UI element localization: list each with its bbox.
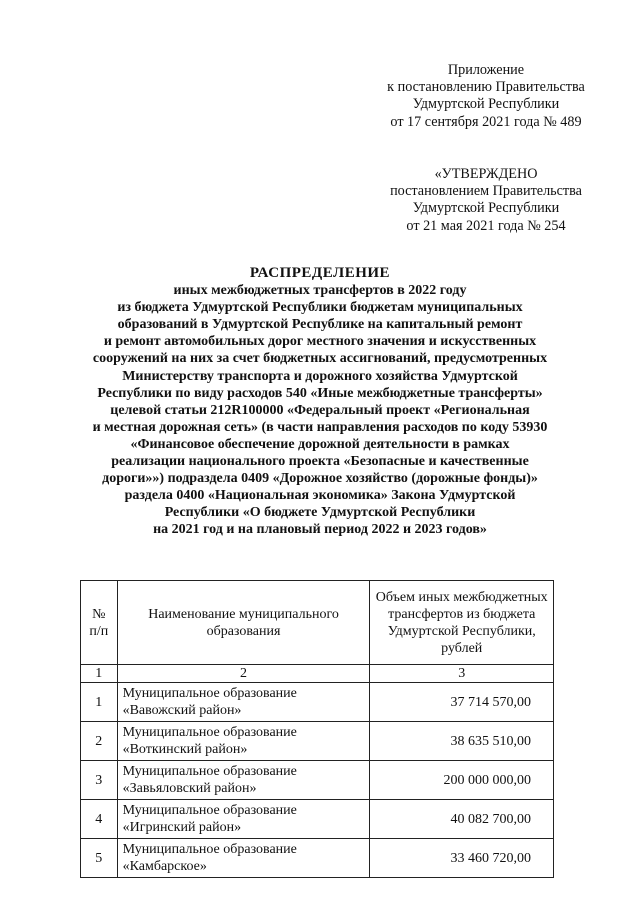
header-amount-line: трансфертов из бюджета xyxy=(388,606,536,622)
title-line: и ремонт автомобильных дорог местного значения и искусственных xyxy=(103,334,537,350)
title-line: образований в Удмуртской Республике на капитальный ремонт xyxy=(117,317,523,333)
header-num-line: № xyxy=(92,606,106,622)
row-name-line: Муниципальное образование xyxy=(122,686,297,701)
column-number-row xyxy=(81,665,554,683)
row-num: 4 xyxy=(81,800,118,839)
title-line: и местная дорожная сеть» (в части направления расходов по коду 53930 xyxy=(92,419,548,435)
appendix-line: к постановлению Правительства xyxy=(387,79,585,96)
header-name xyxy=(117,581,370,665)
row-amount: 40 082 700,00 xyxy=(370,800,554,839)
approved-block xyxy=(376,166,596,235)
title-line: Республики «О бюджете Удмуртской Республики xyxy=(164,505,476,521)
header-num-line: п/п xyxy=(89,623,109,639)
approved-line: «УТВЕРЖДЕНО xyxy=(434,166,538,182)
appendix-block xyxy=(380,62,592,131)
row-amount: 33 460 720,00 xyxy=(370,839,554,878)
title-line: «Финансовое обеспечение дорожной деятельности в рамках xyxy=(130,436,510,452)
title-line: реализации национального проекта «Безопасные и качественные xyxy=(111,454,529,470)
title-line: сооружений на них за счет бюджетных ассигнований, предусмотренных xyxy=(92,351,548,367)
row-name xyxy=(117,683,370,722)
appendix-line: Приложение xyxy=(447,62,525,78)
row-name-line: Муниципальное образование xyxy=(122,764,297,779)
table-row xyxy=(81,683,554,722)
header-amount-line: Удмуртской Республики, xyxy=(387,623,536,639)
header-amount-line: рублей xyxy=(441,640,483,656)
header-name-line: Наименование муниципального xyxy=(148,606,339,622)
row-num: 3 xyxy=(81,761,118,800)
row-num: 5 xyxy=(81,839,118,878)
row-name xyxy=(117,800,370,839)
row-name-line: «Завьяловский район» xyxy=(122,781,257,796)
approved-line: Удмуртской Республики xyxy=(412,200,560,217)
title-line: дороги»») подраздела 0409 «Дорожное хозяйство (дорожные фонды)» xyxy=(102,471,538,487)
approved-line: от 21 мая 2021 года № 254 xyxy=(406,217,566,234)
header-name-line: образования xyxy=(206,623,281,639)
row-amount: 37 714 570,00 xyxy=(370,683,554,722)
document-title xyxy=(58,265,582,539)
row-name xyxy=(117,722,370,761)
table-header-row xyxy=(81,581,554,665)
table-row xyxy=(81,839,554,878)
row-amount: 38 635 510,00 xyxy=(370,722,554,761)
header-num xyxy=(81,581,118,665)
column-number: 1 xyxy=(81,665,118,683)
title-line: из бюджета Удмуртской Республики бюджетам муниципальных xyxy=(117,300,523,316)
row-name-line: Муниципальное образование xyxy=(122,725,297,740)
title-main: РАСПРЕДЕЛЕНИЕ xyxy=(249,265,391,281)
table-row xyxy=(81,722,554,761)
column-number: 3 xyxy=(370,665,554,683)
title-line: иных межбюджетных трансфертов в 2022 году xyxy=(173,283,467,299)
row-name xyxy=(117,761,370,800)
row-amount: 200 000 000,00 xyxy=(370,761,554,800)
column-number: 2 xyxy=(117,665,370,683)
row-name-line: Муниципальное образование xyxy=(122,842,297,857)
title-line: раздела 0400 «Национальная экономика» Закона Удмуртской xyxy=(124,488,516,504)
appendix-line: от 17 сентября 2021 года № 489 xyxy=(390,113,582,130)
row-name-line: «Воткинский район» xyxy=(122,742,248,757)
row-name xyxy=(117,839,370,878)
row-name-line: «Камбарское» xyxy=(122,859,207,874)
title-line: Республики по виду расходов 540 «Иные межбюджетные трансферты» xyxy=(97,385,543,401)
row-num: 1 xyxy=(81,683,118,722)
approved-line: постановлением Правительства xyxy=(390,183,582,200)
row-name-line: «Вавожский район» xyxy=(122,703,242,718)
appendix-line: Удмуртской Республики xyxy=(412,96,560,113)
header-amount xyxy=(370,581,554,665)
title-line: целевой статьи 212R100000 «Федеральный проект «Региональная xyxy=(110,402,530,418)
title-line: Министерству транспорта и дорожного хозяйства Удмуртской xyxy=(122,368,518,384)
distribution-table xyxy=(80,580,554,878)
row-name-line: Муниципальное образование xyxy=(122,803,297,818)
table-row xyxy=(81,800,554,839)
title-line: на 2021 год и на плановый период 2022 и 2023 годов» xyxy=(153,522,487,538)
row-num: 2 xyxy=(81,722,118,761)
table-row xyxy=(81,761,554,800)
row-name-line: «Игринский район» xyxy=(122,820,242,835)
header-amount-line: Объем иных межбюджетных xyxy=(375,589,548,605)
